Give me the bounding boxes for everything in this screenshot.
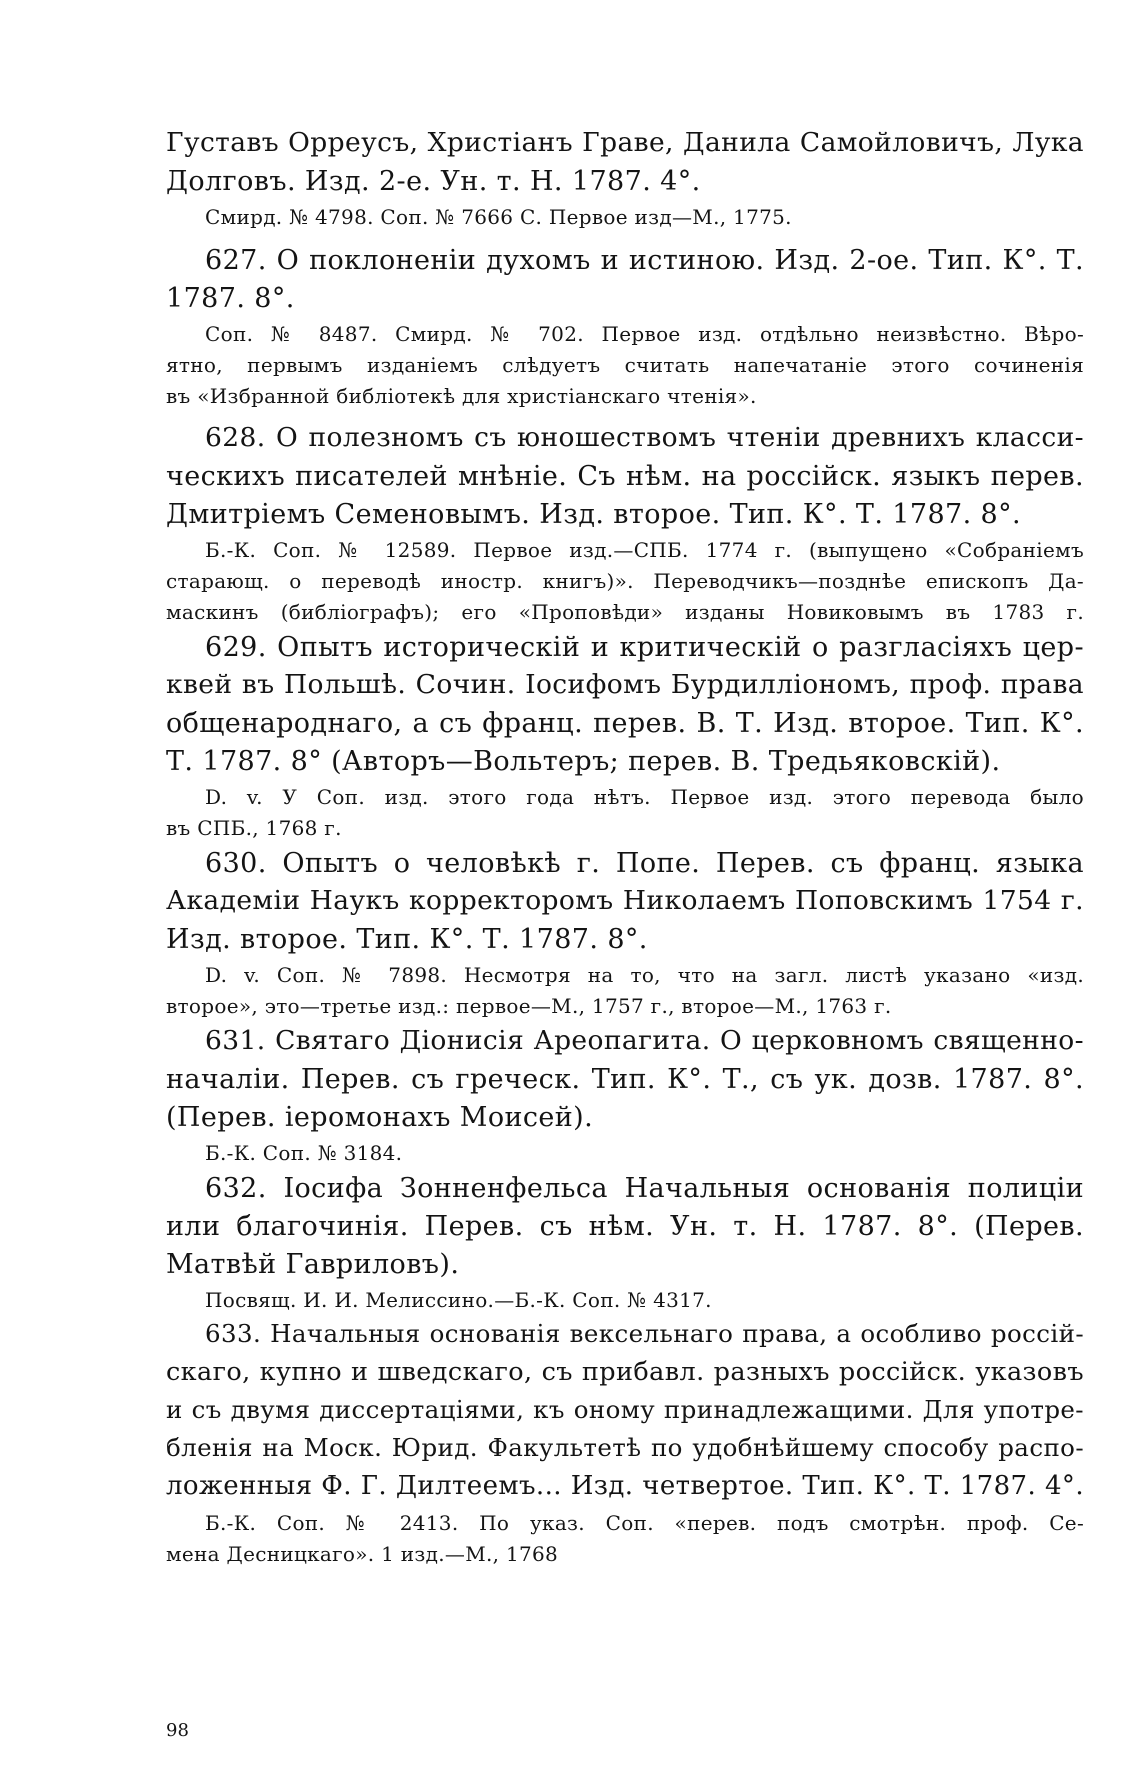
entry-633-title-line-1: 633. Начальныя основанія вексельнаго права, а особливо россій- — [205, 1320, 1084, 1348]
entry-631-title-line-2: началіи. Перев. съ греческ. Тип. К°. Т., съ ук. дозв. 1787. 8°. — [166, 1064, 1084, 1095]
entry-632-title-line-1: 632. Іосифа Зонненфельса Начальныя основанія полиціи — [205, 1173, 1084, 1204]
entry-633-title-line-2: скаго, купно и шведскаго, съ прибавл. разныхъ россійск. указовъ — [166, 1358, 1084, 1387]
entry-630-title-line-1: 630. Опытъ о человѣкѣ г. Попе. Перев. съ франц. языка — [205, 848, 1084, 879]
entry-629-title-line-3: общенароднаго, а съ франц. перев. В. Т. Изд. второе. Тип. К°. — [166, 708, 1084, 739]
entry-628-note-line-2: старающ. о переводѣ иностр. книгъ)». Переводчикъ—позднѣе епископъ Да- — [166, 570, 1084, 593]
entry-633-note-line-1: Б.-К. Соп. № 2413. По указ. Соп. «перев. подъ смотрѣн. проф. Се- — [205, 1512, 1084, 1535]
entry-632-title-line-3: Матвѣй Гавриловъ). — [166, 1249, 460, 1280]
entry-632-title-line-2: или благочинія. Перев. съ нѣм. Ун. т. Н. 1787. 8°. (Перев. — [166, 1211, 1084, 1242]
entry-631-note-line-1: Б.-К. Соп. № 3184. — [205, 1142, 403, 1165]
entry-633-note-line-2: мена Десницкаго». 1 изд.—М., 1768 — [166, 1543, 559, 1566]
entry-630-note-line-1: D. v. Соп. № 7898. Несмотря на то, что на загл. листѣ указано «изд. — [205, 964, 1084, 987]
entry-633-title-line-3: и съ двумя диссертаціями, къ оному принадлежащими. Для употре- — [166, 1396, 1084, 1424]
entry-628-note-line-1: Б.-К. Соп. № 12589. Первое изд.—СПБ. 1774 г. (выпущено «Собраніемъ — [205, 539, 1084, 562]
entry-627-title-line-2: 1787. 8°. — [166, 283, 295, 314]
entry-628-title-line-3: Дмитріемъ Семеновымъ. Изд. второе. Тип. К°. Т. 1787. 8°. — [166, 499, 1022, 530]
entry-628-note-line-3: маскинъ (библіографъ); его «Проповѣди» изданы Новиковымъ въ 1783 г. — [166, 601, 1084, 624]
entry-e626-title-line-1: Густавъ Орреусъ, Христіанъ Граве, Данила Самойловичъ, Лука — [166, 128, 1084, 158]
entry-628-title-line-1: 628. О полезномъ съ юношествомъ чтеніи древнихъ класси- — [205, 423, 1084, 453]
entry-629-title-line-4: Т. 1787. 8° (Авторъ—Вольтеръ; перев. В. Тредьяковскій). — [166, 746, 1001, 777]
entry-628-title-line-2: ческихъ писателей мнѣніе. Съ нѣм. на россійск. языкъ перев. — [166, 461, 1084, 492]
entry-630-title-line-3: Изд. второе. Тип. К°. Т. 1787. 8°. — [166, 924, 648, 955]
entry-629-title-line-1: 629. Опытъ историческій и критическій о разгласіяхъ цер- — [205, 632, 1084, 663]
entry-633-title-line-4: бленія на Моск. Юрид. Факультетѣ по удобнѣйшему способу распо- — [166, 1434, 1084, 1462]
entry-629-note-line-1: D. v. У Соп. изд. этого года нѣтъ. Первое изд. этого перевода было — [205, 786, 1084, 809]
entry-631-title-line-1: 631. Святаго Діонисія Ареопагита. О церковномъ священно- — [205, 1026, 1084, 1056]
entry-630-note-line-2: второе», это—третье изд.: первое—М., 1757 г., второе—М., 1763 г. — [166, 995, 892, 1018]
entry-630-title-line-2: Академіи Наукъ корректоромъ Николаемъ Поповскимъ 1754 г. — [166, 886, 1084, 916]
entry-627-title-line-1: 627. О поклоненіи духомъ и истиною. Изд. 2-ое. Тип. К°. Т. — [205, 245, 1084, 276]
page-number: 98 — [166, 1720, 189, 1741]
entry-627-note-line-2: ятно, первымъ изданіемъ слѣдуетъ считать напечатаніе этого сочиненія — [166, 354, 1084, 377]
entry-631-title-line-3: (Перев. іеромонахъ Моисей). — [166, 1102, 594, 1133]
entry-627-note-line-1: Соп. № 8487. Смирд. № 702. Первое изд. отдѣльно неизвѣстно. Вѣро- — [205, 323, 1084, 346]
entry-629-note-line-2: въ СПБ., 1768 г. — [166, 817, 342, 840]
entry-632-note-line-1: Посвящ. И. И. Мелиссино.—Б.-К. Соп. № 4317. — [205, 1289, 712, 1312]
entry-627-note-line-3: въ «Избранной библіотекѣ для христіанскаго чтенія». — [166, 385, 757, 408]
entry-e626-title-line-2: Долговъ. Изд. 2-е. Ун. т. Н. 1787. 4°. — [166, 166, 701, 197]
entry-633-title-line-5: ложенныя Ф. Г. Дилтеемъ... Изд. четвертое. Тип. К°. Т. 1787. 4°. — [166, 1472, 1084, 1501]
entry-e626-note-line-1: Смирд. № 4798. Соп. № 7666 С. Первое изд—М., 1775. — [205, 206, 792, 229]
entry-629-title-line-2: квей въ Польшѣ. Сочин. Іосифомъ Бурдиллiономъ, проф. права — [166, 670, 1084, 700]
